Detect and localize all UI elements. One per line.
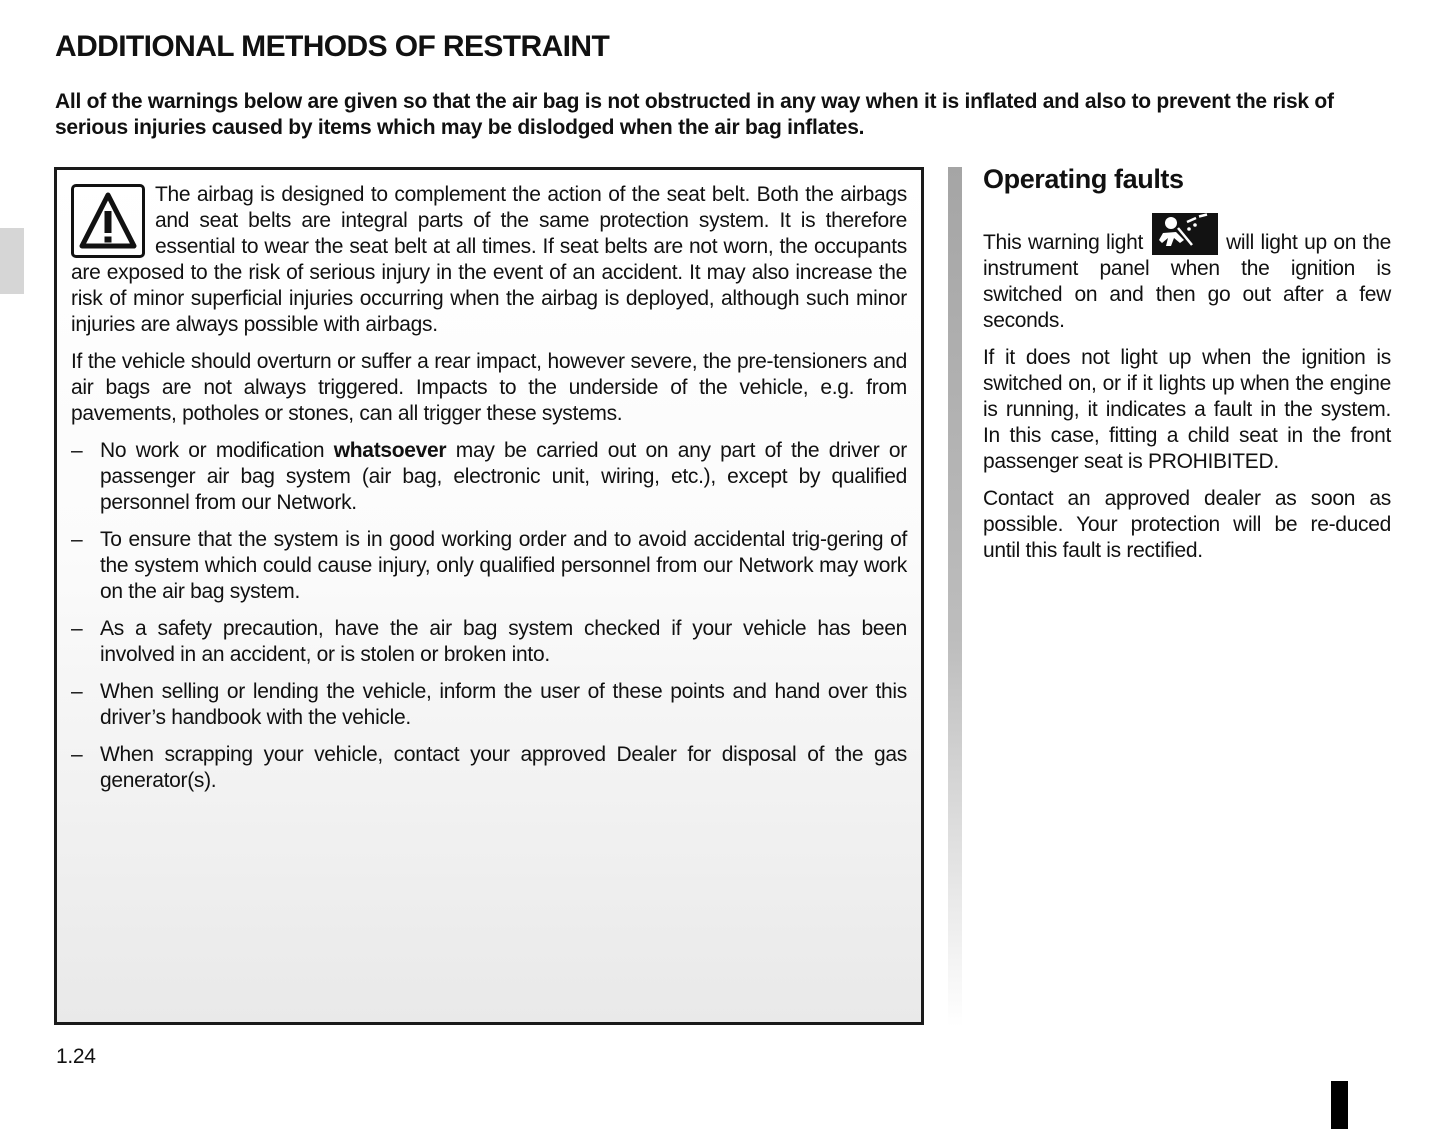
dash-marker: – bbox=[71, 617, 83, 640]
section-tab-marker bbox=[0, 228, 24, 294]
list-item bbox=[71, 438, 907, 516]
list-item bbox=[71, 527, 907, 605]
operating-faults-section bbox=[983, 163, 1391, 575]
page-number: 1.24 bbox=[56, 1045, 96, 1068]
paragraph-text: will light up on the instrument panel when the ignition is switched on and then go out after a few seconds. bbox=[983, 231, 1391, 332]
warning-box bbox=[54, 167, 924, 1025]
warning-list bbox=[71, 438, 907, 794]
warning-paragraph-overturn: If the vehicle should overturn or suffer a rear impact, however severe, the pre-tensioners and air bags are not always triggered. Impacts to the underside of the vehicle, e.g. from pavements, potholes or stones, can all trigger these systems. bbox=[71, 350, 907, 425]
list-item bbox=[71, 616, 907, 668]
dash-marker: – bbox=[71, 439, 83, 462]
dash-marker: – bbox=[71, 528, 83, 551]
paragraph-text: This warning light bbox=[983, 231, 1143, 254]
page-edge-marker bbox=[1331, 1081, 1348, 1129]
intro-warning-text: All of the warnings below are given so that the air bag is not obstructed in any way when it is inflated and also to prevent the risk of serious injuries caused by items which may be dislodged when the air bag inflates. bbox=[55, 90, 1334, 139]
warning-triangle-icon bbox=[71, 184, 145, 258]
page-title: ADDITIONAL METHODS OF RESTRAINT bbox=[55, 30, 610, 63]
list-item-text: When scrapping your vehicle, contact your approved Dealer for disposal of the gas generator(s). bbox=[100, 743, 907, 792]
airbag-warning-light-icon bbox=[1152, 213, 1218, 255]
list-item bbox=[71, 742, 907, 794]
operating-faults-paragraph-1 bbox=[983, 213, 1391, 334]
column-divider-bar bbox=[948, 167, 962, 1027]
warning-paragraph-seat-belt: The airbag is designed to complement the action of the seat belt. Both the airbags and seat belts are integral parts of the same protection system. It is therefore essential to wear the seat belt at all times. If seat belts are not worn, the occupants are exposed to the risk of serious injury in the event of an accident. It may also increase the risk of minor superficial injuries occurring when the airbag is deployed, although such minor injuries are always possible with airbags. bbox=[71, 183, 907, 336]
dash-marker: – bbox=[71, 680, 83, 703]
operating-faults-paragraph-2: If it does not light up when the ignition is switched on, or if it lights up when the engine is running, it indicates a fault in the system. In this case, fitting a child seat in the front passenger seat is PROHIBITED. bbox=[983, 346, 1391, 473]
list-item bbox=[71, 679, 907, 731]
list-item-text: As a safety precaution, have the air bag system checked if your vehicle has been involved in an accident, or is stolen or broken into. bbox=[100, 617, 907, 666]
list-item-text: When selling or lending the vehicle, inform the user of these points and hand over this driver’s handbook with the vehicle. bbox=[100, 680, 907, 729]
operating-faults-heading: Operating faults bbox=[983, 164, 1184, 194]
list-item-text: To ensure that the system is in good working order and to avoid accidental trig-gering of the system which could cause injury, only qualified personnel from our Network may work on the air bag system. bbox=[100, 528, 907, 603]
emphasis-text: whatsoever bbox=[333, 439, 447, 462]
operating-faults-paragraph-3: Contact an approved dealer as soon as possible. Your protection will be re-duced until this fault is rectified. bbox=[983, 487, 1391, 562]
list-item-text: may be carried out on any part of the driver or passenger air bag system (air bag, electronic unit, wiring, etc.), except by qualified personnel from our Network. bbox=[100, 439, 907, 514]
list-item-text: No work or modification bbox=[100, 439, 334, 462]
dash-marker: – bbox=[71, 743, 83, 766]
